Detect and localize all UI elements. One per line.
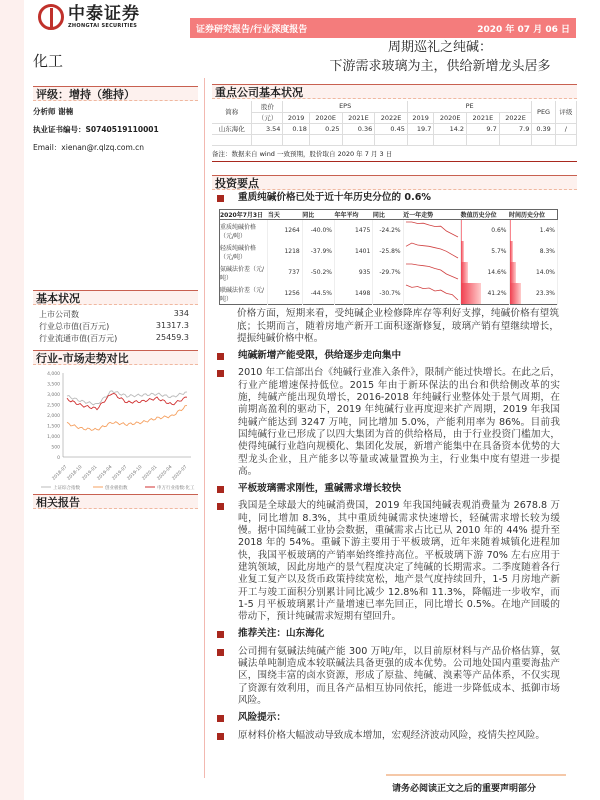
percentile-value: 14.0%: [535, 269, 555, 277]
price-table-header: 2020年7月3日: [220, 210, 268, 220]
percentile-value: 23.3%: [535, 290, 555, 298]
bullet-icon: [217, 715, 224, 722]
year: 2019: [407, 112, 433, 123]
percentile-cell: [509, 262, 557, 283]
percentile-bar: [510, 283, 521, 304]
y-tick-label: 2,000: [47, 414, 60, 419]
report-banner: [190, 18, 576, 38]
basic-info: [33, 290, 198, 345]
kv-key: 行业流通市值(百万元): [39, 334, 118, 343]
sparkline-cell: [403, 262, 461, 283]
rating-header: 评级：增持（维持）: [33, 86, 198, 101]
cell-name: 联碱法价差（元/吨）: [220, 283, 268, 305]
table-row: [220, 283, 558, 305]
pe: 7.9: [499, 123, 532, 134]
cert-number: 执业证书编号：S0740519110001: [33, 125, 159, 134]
bullet-heading: 推荐关注：山东海化: [238, 628, 325, 640]
y-tick-label: 1,500: [47, 424, 60, 430]
footer-disclaimer: 请务必阅读正文之后的重要声明部分: [392, 784, 537, 794]
logo-en: ZHONGTAI SECURITIES: [68, 23, 138, 29]
price-table-header: 数值历史分位: [461, 210, 509, 220]
legend-label: 上证综合指数: [53, 486, 80, 491]
cell-avg: 1475: [335, 220, 373, 242]
bullet-icon: [217, 503, 224, 510]
table-note: 备注：数据来自 wind 一致预期，股价取自 2020 年 7 月 3 日: [212, 149, 577, 162]
y-tick-label: 2,500: [47, 403, 60, 409]
percentile-cell: [461, 262, 509, 283]
y-tick-label: 1,000: [47, 435, 60, 440]
basic-header: 基本状况: [33, 290, 198, 305]
company-name: 山东海化: [212, 123, 252, 134]
sector-label: 化工: [33, 52, 64, 70]
cell-avg: 935: [335, 262, 373, 283]
title-line-1: 周期巡礼之纯碱：: [387, 40, 492, 55]
percentile-cell: [461, 241, 509, 262]
col-eps: EPS: [283, 101, 407, 112]
table-row: [220, 262, 558, 283]
sparkline: [404, 241, 460, 260]
invest-header: 投资要点: [212, 175, 577, 190]
col-name: 简称: [212, 101, 252, 123]
percentile-cell: [461, 220, 509, 242]
year: 2020E: [434, 112, 467, 123]
percentile-cell: [509, 283, 557, 305]
percentile-cell: [509, 220, 557, 242]
year: 2022E: [375, 112, 408, 123]
sparkline: [404, 283, 460, 302]
table-row: [220, 220, 558, 242]
bullet-icon: [217, 353, 224, 360]
logo-icon: [38, 4, 64, 30]
report-title: [300, 38, 580, 76]
cell-today: 1264: [268, 220, 302, 242]
paragraph: 2010 年工信部出台《纯碱行业准入条件》，限制产能过快增长。在此之后，行业产能增速保持低位。2015 年由于新环保法的出台和供给侧改革的实施，纯碱产能出现负增长，2016-2018 年纯碱行业整体处于景气周期，在前期高盈利的驱动下，2019 年纯碱行业再度迎来扩产周期，2019 年我国纯碱产能达到 3247 万吨，同比增加 5.0%，产能利用率为 86%。目前我国纯碱行业已形成了以四大集团为首的供给格局，由于行业投资门槛加大，使得纯碱行业趋向规模化、集团化发展，新增产能集中在具备资本优势的大型龙头企业，且产能多以等量或减量置换为主，行业集中度有望进一步提高。: [238, 367, 560, 477]
year: 2021E: [342, 112, 375, 123]
eps: 0.18: [283, 123, 309, 134]
column-divider: [204, 78, 205, 778]
percentile-bar: [510, 262, 517, 283]
col-price: 股价: [252, 101, 283, 112]
y-tick-label: 4,000: [47, 372, 60, 377]
cell-avg: 1498: [335, 283, 373, 305]
price-table-header: 年年平均: [335, 210, 373, 220]
percentile-value: 14.6%: [487, 269, 507, 277]
kv-value: 334: [173, 309, 189, 318]
bullet-heading: 重质纯碱价格已处于近十年历史分位的 0.6%: [238, 192, 432, 203]
price-table-header: 近一年走势: [403, 210, 461, 220]
key-companies-header: 重点公司基本状况: [212, 84, 577, 99]
paragraph: 价格方面，短期来看，受纯碱企业检修降库存等利好支撑，纯碱价格有望筑底；长期而言，随着房地产新开工面积逐渐修复，玻璃产销有望继续增长，提振纯碱价格中枢。: [237, 308, 559, 344]
title-line-2: 下游需求玻璃为主，供给新增龙头居多: [329, 59, 551, 74]
cell-today: 1256: [268, 283, 302, 305]
col-price-unit: （元）: [252, 112, 283, 123]
price-table: [219, 209, 558, 305]
year: 2021E: [467, 112, 500, 123]
rating: /: [555, 123, 576, 134]
x-tick-label: 2020-07: [171, 464, 189, 482]
x-tick-label: 2019-10: [126, 464, 144, 482]
kv-value: 31317.3: [155, 321, 189, 330]
percentile-cell: [509, 241, 557, 262]
bullet-icon: [217, 195, 224, 202]
peg: 0.39: [532, 123, 555, 134]
email-link[interactable]: Email：xienan@r.qlzq.com.cn: [33, 143, 145, 152]
x-tick-label: 2018-10: [66, 464, 84, 482]
percentile-value: 1.4%: [539, 227, 555, 235]
sparkline: [404, 262, 460, 281]
percentile-cell: [461, 283, 509, 305]
percentile-bar: [510, 220, 511, 241]
series-line: [67, 394, 187, 410]
report-date: 2020 年 07 月 06 日: [477, 24, 570, 35]
percentile-bar: [461, 241, 464, 262]
cell-avg_yoy: -29.7%: [373, 262, 403, 283]
legend-label: 申万行业指数:化工: [157, 486, 195, 491]
y-tick-label: 0: [57, 456, 60, 461]
price-table-header: 当天: [268, 210, 302, 220]
report-type: 证券研究报告/行业深度报告: [196, 24, 308, 35]
bullet-icon: [217, 631, 224, 638]
col-rating: 评级: [555, 101, 576, 123]
cell-yoy: -37.9%: [302, 241, 334, 262]
pe: 14.2: [434, 123, 467, 134]
cell-avg: 1401: [335, 241, 373, 262]
percentile-bar: [461, 262, 468, 283]
company-logo: [38, 4, 140, 30]
footer-divider: [386, 774, 566, 776]
year: 2020E: [309, 112, 342, 123]
cell-today: 1218: [268, 241, 302, 262]
year: 2019: [283, 112, 309, 123]
kv-key: 上市公司数: [39, 310, 79, 319]
cell-avg_yoy: -25.8%: [373, 241, 403, 262]
bullet-heading: 平板玻璃需求刚性，重碱需求增长较快: [238, 483, 402, 495]
pe: 9.7: [467, 123, 500, 134]
cell-avg_yoy: -24.2%: [373, 220, 403, 242]
price: 3.54: [252, 123, 283, 134]
bullet-heading: 风险提示：: [238, 712, 286, 724]
cell-today: 737: [268, 262, 302, 283]
bullet-icon: [217, 733, 224, 740]
related-header: 相关报告: [33, 494, 198, 509]
sparkline-cell: [403, 220, 461, 242]
x-tick-label: 2020-04: [156, 464, 174, 482]
percentile-value: 41.2%: [487, 290, 507, 298]
col-peg: PEG: [532, 101, 555, 123]
y-tick-label: 3,000: [47, 393, 60, 398]
price-table-header: 时间历史分位: [509, 210, 557, 220]
kv-row: [39, 333, 189, 345]
legend-label: 创业板指数: [105, 486, 128, 491]
eps: 0.36: [342, 123, 375, 134]
bullet-icon: [217, 370, 224, 377]
bullet-icon: [217, 649, 224, 656]
eps: 0.45: [375, 123, 408, 134]
percentile-bar: [461, 220, 462, 241]
chart-header: 行业-市场走势对比: [33, 350, 198, 365]
percentile-bar: [510, 241, 514, 262]
cell-yoy: -50.2%: [302, 262, 334, 283]
kv-key: 行业总市值(百万元): [39, 322, 110, 331]
x-tick-label: 2019-01: [81, 464, 99, 482]
key-companies-table: [212, 101, 577, 146]
analyst: 分析师 谢楠: [33, 107, 74, 116]
x-tick-label: 2020-01: [141, 464, 159, 482]
percentile-value: 5.7%: [491, 248, 507, 256]
cell-name: 氨碱法价差（元/吨）: [220, 262, 268, 283]
cell-yoy: -44.5%: [302, 283, 334, 305]
y-tick-label: 500: [51, 445, 60, 451]
year: 2022E: [499, 112, 532, 123]
y-tick-label: 3,500: [47, 382, 60, 388]
x-tick-label: 2019-07: [111, 464, 129, 482]
kv-row: [39, 309, 189, 321]
x-tick-label: 2018-07: [51, 464, 69, 482]
eps: 0.25: [309, 123, 342, 134]
cell-yoy: -40.0%: [302, 220, 334, 242]
paragraph: 原材料价格大幅波动导致成本增加，宏观经济波动风险，疫情失控风险。: [238, 729, 545, 741]
logo-name: 中泰证券: [68, 4, 140, 24]
bullet-heading: 纯碱新增产能受限，供给逐步走向集中: [238, 350, 402, 362]
table-row: [212, 123, 577, 134]
kv-row: [39, 321, 189, 333]
page-margin: [0, 0, 24, 800]
cell-name: 重质纯碱价格（元/吨）: [220, 220, 268, 242]
x-tick-label: 2019-04: [96, 464, 114, 482]
col-pe: PE: [407, 101, 531, 112]
cell-avg_yoy: -30.7%: [373, 283, 403, 305]
percentile-value: 0.6%: [491, 227, 507, 235]
cell-name: 轻质纯碱价格（元/吨）: [220, 241, 268, 262]
paragraph: 我国是全球最大的纯碱消费国，2019 年我国纯碱表观消费量为 2678.8 万吨，同比增加 8.3%，其中重质纯碱需求快速增长，轻碱需求增长较为缓慢。据中国纯碱工业协会数据，重碱需求占比已从 2010 年的 44% 提升至 2018 年的 54%。重碱下游主要用于平板玻璃，近年来随着城镇化进程加快，我国平板玻璃的产销率始终维持高位。平板玻璃下游 70% 左右应用于建筑领域，因此房地产的景气程度决定了纯碱的长期需求。二季度随着各行业复工复产以及货币政策持续宽松，地产景气度持续回升，1-5 月房地产新开工与竣工面积分别累计同比减少 12.8%和 11.3%，降幅进一步收窄，而 1-5 月平板玻璃累计产量增速已率先回正，同比增长 0.5%。在地产回暖的带动下，预计纯碱需求短期有望回升。: [238, 500, 560, 623]
invest-body: [212, 190, 577, 742]
percentile-bar: [461, 283, 481, 304]
price-table-header: 同比: [373, 210, 403, 220]
price-table-header: 同比: [302, 210, 334, 220]
series-line: [67, 406, 187, 431]
bullet-icon: [217, 486, 224, 493]
sparkline-cell: [403, 241, 461, 262]
percentile-value: 8.3%: [539, 248, 555, 256]
sparkline: [404, 220, 460, 239]
paragraph: 公司拥有氨碱法纯碱产能 300 万吨/年，以目前原材料与产品价格估算，氨碱法单吨制造成本较联碱法具备更强的成本优势。公司地处国内重要海盐产区，围绕丰富的卤水资源，形成了原盐、纯碱、溴素等产品体系，不仅实现了资源有效利用，而且各产品相互协同依托，能进一步降低成本、抵御市场风险。: [238, 645, 560, 706]
sparkline-cell: [403, 283, 461, 305]
market-trend-chart: [33, 365, 198, 495]
table-row: [220, 241, 558, 262]
kv-value: 25459.3: [155, 333, 189, 342]
pe: 19.7: [407, 123, 433, 134]
